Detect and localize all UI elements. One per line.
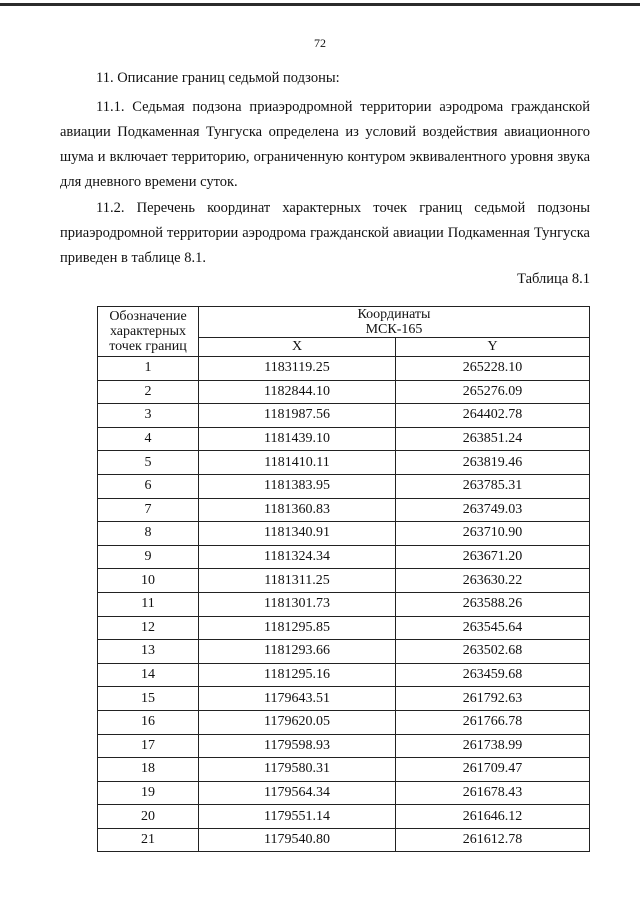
cell-y: 261709.47: [396, 758, 590, 782]
cell-x: 1179551.14: [199, 805, 396, 829]
table-caption: Таблица 8.1: [517, 271, 590, 287]
cell-point-id: 19: [98, 781, 199, 805]
cell-y: 265276.09: [396, 380, 590, 404]
header-point-line3: точек границ: [109, 339, 187, 354]
cell-y: 264402.78: [396, 404, 590, 428]
cell-point-id: 17: [98, 734, 199, 758]
table-header-row: [98, 307, 590, 338]
cell-point-id: 4: [98, 427, 199, 451]
table-row: [98, 380, 590, 404]
cell-point-id: 3: [98, 404, 199, 428]
table-row: [98, 451, 590, 475]
coordinates-table: [97, 306, 590, 852]
cell-y: 261738.99: [396, 734, 590, 758]
table-row: [98, 569, 590, 593]
paragraph-11-1: 11.1. Седьмая подзона приаэродромной территории аэродрома гражданской авиации Подкаменная Тунгуска определена из условий воздействия авиационного шума и включает территорию, ограниченную контуром эквивалентного уровня звука для дневного времени суток.: [60, 99, 590, 190]
cell-point-id: 12: [98, 616, 199, 640]
table-row: [98, 663, 590, 687]
cell-y: 263785.31: [396, 474, 590, 498]
cell-point-id: 10: [98, 569, 199, 593]
cell-y: 263671.20: [396, 545, 590, 569]
cell-x: 1181295.85: [199, 616, 396, 640]
header-x: X: [199, 338, 396, 357]
table-row: [98, 734, 590, 758]
table-row: [98, 592, 590, 616]
table-body: [98, 357, 590, 852]
table-row: [98, 498, 590, 522]
header-point-designation: [98, 307, 199, 357]
cell-y: 261612.78: [396, 828, 590, 852]
section-heading: 11. Описание границ седьмой подзоны:: [96, 70, 340, 86]
page-number: 72: [314, 36, 326, 50]
cell-x: 1181383.95: [199, 474, 396, 498]
table-row: [98, 616, 590, 640]
cell-x: 1179580.31: [199, 758, 396, 782]
cell-y: 263459.68: [396, 663, 590, 687]
cell-y: 261792.63: [396, 687, 590, 711]
cell-point-id: 15: [98, 687, 199, 711]
cell-x: 1182844.10: [199, 380, 396, 404]
cell-point-id: 11: [98, 592, 199, 616]
header-point-line1: Обозначение: [109, 309, 187, 324]
cell-x: 1179598.93: [199, 734, 396, 758]
paragraph-11-2: 11.2. Перечень координат характерных точек границ седьмой подзоны приаэродромной территории аэродрома гражданской авиации Подкаменная Тунгуска приведен в таблице 8.1.: [60, 200, 590, 266]
cell-point-id: 13: [98, 640, 199, 664]
cell-x: 1179540.80: [199, 828, 396, 852]
cell-point-id: 21: [98, 828, 199, 852]
table-row: [98, 758, 590, 782]
header-coordinates-line1: Координаты: [357, 307, 431, 322]
cell-point-id: 7: [98, 498, 199, 522]
table-row: [98, 427, 590, 451]
header-y: Y: [396, 338, 590, 357]
table-row: [98, 805, 590, 829]
cell-x: 1181301.73: [199, 592, 396, 616]
cell-point-id: 6: [98, 474, 199, 498]
table-row: [98, 357, 590, 381]
cell-y: 263851.24: [396, 427, 590, 451]
cell-x: 1181295.16: [199, 663, 396, 687]
cell-point-id: 18: [98, 758, 199, 782]
cell-y: 263545.64: [396, 616, 590, 640]
cell-y: 263502.68: [396, 640, 590, 664]
cell-y: 265228.10: [396, 357, 590, 381]
cell-y: 263588.26: [396, 592, 590, 616]
table-row: [98, 404, 590, 428]
table-row: [98, 781, 590, 805]
header-point-line2: характерных: [109, 324, 187, 339]
cell-y: 261766.78: [396, 710, 590, 734]
cell-point-id: 2: [98, 380, 199, 404]
table-row: [98, 474, 590, 498]
header-coordinates-line2: МСК-165: [365, 322, 423, 337]
table-row: [98, 522, 590, 546]
cell-y: 263819.46: [396, 451, 590, 475]
cell-point-id: 16: [98, 710, 199, 734]
table-row: [98, 545, 590, 569]
cell-y: 261678.43: [396, 781, 590, 805]
cell-point-id: 1: [98, 357, 199, 381]
table-row: [98, 710, 590, 734]
cell-x: 1181324.34: [199, 545, 396, 569]
cell-point-id: 5: [98, 451, 199, 475]
cell-point-id: 20: [98, 805, 199, 829]
cell-y: 263710.90: [396, 522, 590, 546]
table-row: [98, 640, 590, 664]
cell-point-id: 14: [98, 663, 199, 687]
cell-x: 1181410.11: [199, 451, 396, 475]
cell-y: 261646.12: [396, 805, 590, 829]
cell-x: 1181360.83: [199, 498, 396, 522]
cell-x: 1181340.91: [199, 522, 396, 546]
table-row: [98, 828, 590, 852]
top-border-rule: [0, 3, 640, 6]
cell-y: 263630.22: [396, 569, 590, 593]
cell-x: 1181439.10: [199, 427, 396, 451]
cell-point-id: 9: [98, 545, 199, 569]
cell-point-id: 8: [98, 522, 199, 546]
cell-y: 263749.03: [396, 498, 590, 522]
cell-x: 1179643.51: [199, 687, 396, 711]
cell-x: 1179564.34: [199, 781, 396, 805]
header-coordinates-group: [199, 307, 590, 338]
table-row: [98, 687, 590, 711]
cell-x: 1181293.66: [199, 640, 396, 664]
cell-x: 1181311.25: [199, 569, 396, 593]
cell-x: 1179620.05: [199, 710, 396, 734]
cell-x: 1183119.25: [199, 357, 396, 381]
cell-x: 1181987.56: [199, 404, 396, 428]
